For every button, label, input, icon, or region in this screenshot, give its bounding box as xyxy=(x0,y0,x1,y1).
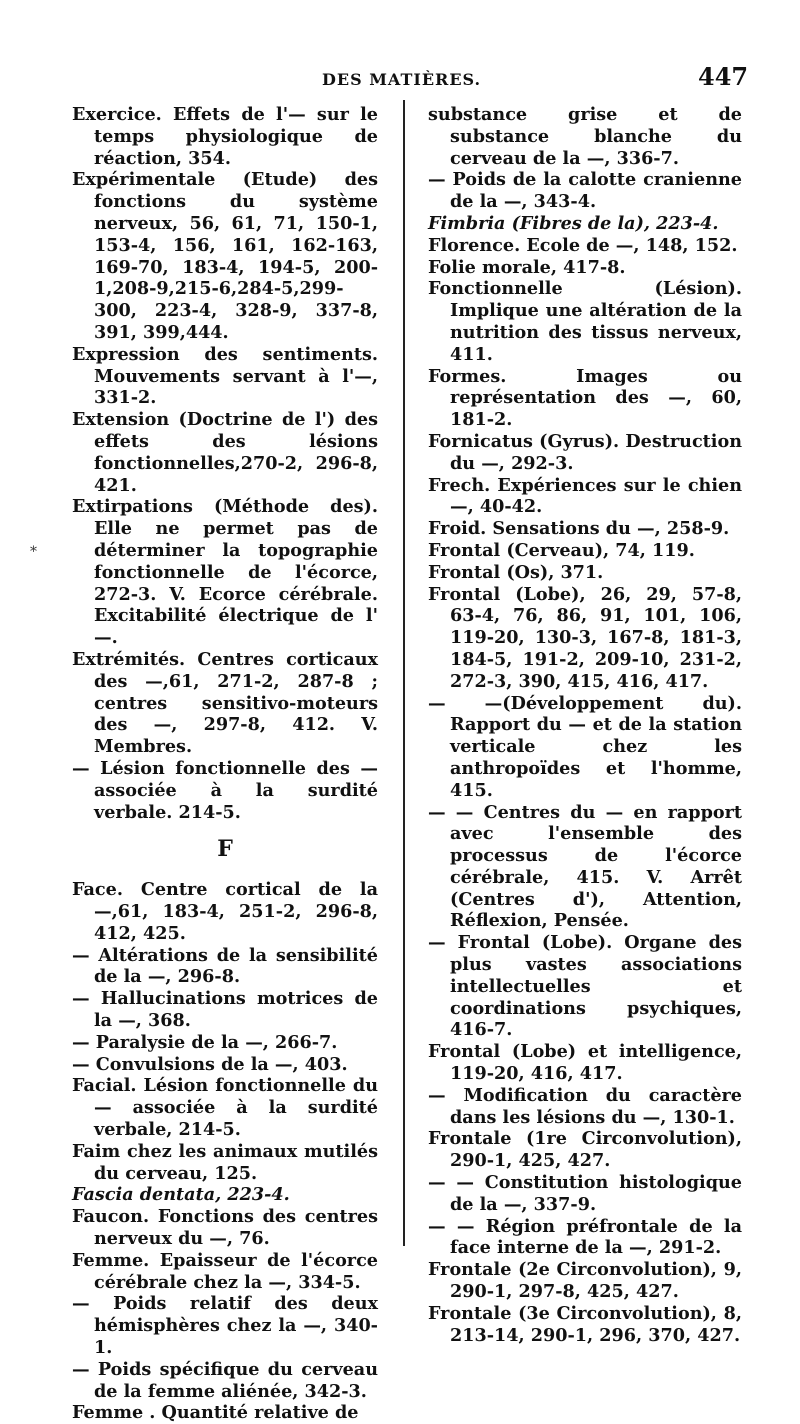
index-entry: Extrémités. Centres corticaux des —,61, 271-2, 287-8 ; centres sensitivo-moteurs des —, 297-8, 412. V. Membres. xyxy=(72,648,378,758)
page-number: 447 xyxy=(698,62,749,91)
index-entry: — Poids relatif des deux hémisphères chez la —, 340-1. xyxy=(72,1293,378,1359)
index-entry: Fonctionnelle (Lésion). Implique une altération de la nutrition des tissus nerveux, 411. xyxy=(428,278,742,365)
index-entry: — — Région préfrontale de la face interne de la —, 291-2. xyxy=(428,1215,742,1259)
italic-term: Fimbria (Fibres de la), 223-4. xyxy=(428,212,719,234)
index-entry: Face. Centre cortical de la —,61, 183-4, 251-2, 296-8, 412, 425. xyxy=(72,879,378,944)
index-entry: Frontale (2e Circonvolution), 9, 290-1, 297-8, 425, 427. xyxy=(428,1259,742,1303)
index-entry: Femme . Quantité relative de xyxy=(72,1402,359,1424)
index-entry: Faucon. Fonctions des centres nerveux du —, 76. xyxy=(72,1206,378,1250)
index-entry: — Convulsions de la —, 403. xyxy=(72,1053,348,1075)
index-entry: — — Constitution histologique de la —, 337-9. xyxy=(428,1172,742,1215)
index-entry: — Frontal (Lobe). Organe des plus vastes associations intellectuelles et coordinations psychiques, 416-7. xyxy=(428,932,742,1041)
index-entry: — Altérations de la sensibilité de la —, 296-8. xyxy=(72,944,378,988)
index-entry: Frontale (3e Circonvolution), 8, 213-14, 290-1, 296, 370, 427. xyxy=(428,1302,742,1346)
index-entry: Frech. Expériences sur le chien —, 40-42. xyxy=(428,474,742,518)
index-entry: — Paralysie de la —, 266-7. xyxy=(72,1031,338,1053)
index-entry: — —(Développement du). Rapport du — et de la station verticale chez les anthropoïdes et l'homme, 415. xyxy=(428,692,742,801)
index-entry: — Poids de la calotte cranienne de la —, 343-4. xyxy=(428,169,742,213)
index-entry-italic xyxy=(72,1184,378,1206)
index-entry: Frontal (Lobe), 26, 29, 57-8, 63-4, 76, 86, 91, 101, 106, 119-20, 130-3, 167-8, 181-3, 184-5, 191-2, 209-10, 231-2, 272-3, 390, 415, 416, 417. xyxy=(428,583,742,692)
index-entry: Frontale (1re Circonvolution), 290-1, 425, 427. xyxy=(428,1128,742,1172)
index-entry: Exercice. Effets de l'— sur le temps physiologique de réaction, 354. xyxy=(72,104,378,169)
index-entry-italic xyxy=(428,213,742,235)
index-entry: Florence. Ecole de —, 148, 152. xyxy=(428,234,738,256)
index-entry: Froid. Sensations du —, 258-9. xyxy=(428,518,730,540)
index-entry: Formes. Images ou représentation des —, 60, 181-2. xyxy=(428,365,742,431)
index-entry: — Poids spécifique du cerveau de la femme aliénée, 342-3. xyxy=(72,1358,378,1402)
index-entry: Expérimentale (Etude) des fonctions du système nerveux, 56, 61, 71, 150-1, 153-4, 156, 161, 162-163, 169-70, 183-4, 194-5, 200-1,208-9,215-6,284-5,299-300, 223-4, 328-9, 337-8, 391, 399,444. xyxy=(72,169,378,343)
index-entry: Folie morale, 417-8. xyxy=(428,256,626,278)
index-entry: — Lésion fonctionnelle des — associée à la surdité verbale. 214-5. xyxy=(72,757,378,823)
column-divider xyxy=(403,100,405,1246)
index-entry: Expression des sentiments. Mouvements servant à l'—, 331-2. xyxy=(72,343,378,409)
running-title: DES MATIÈRES. xyxy=(322,70,482,89)
index-entry: — Modification du caractère dans les lésions du —, 130-1. xyxy=(428,1084,742,1128)
italic-term: Fascia dentata, 223-4. xyxy=(72,1184,290,1206)
index-entry: Frontal (Lobe) et intelligence, 119-20, 416, 417. xyxy=(428,1041,742,1085)
index-entry: Extension (Doctrine de l') des effets des lésions fonctionnelles,270-2, 296-8, 421. xyxy=(72,409,378,496)
index-entry: Extirpations (Méthode des). Elle ne permet pas de déterminer la topographie fonctionnelle de l'écorce, 272-3. V. Ecorce cérébrale. Excitabilité électrique de l' —. xyxy=(72,496,378,649)
left-column xyxy=(72,104,378,1424)
index-entry: — — Centres du — en rapport avec l'ensemble des processus de l'écorce cérébrale, 415. V. Arrêt (Centres d'), Attention, Réflexion, Pensée. xyxy=(428,801,742,932)
index-entry: Frontal (Cerveau), 74, 119. xyxy=(428,539,695,561)
index-entry: — Hallucinations motrices de la —, 368. xyxy=(72,988,378,1032)
index-entry: Femme. Epaisseur de l'écorce cérébrale chez la —, 334-5. xyxy=(72,1249,378,1293)
index-entry: Faim chez les animaux mutilés du cerveau, 125. xyxy=(72,1140,378,1184)
index-entry: substance grise et de substance blanche du cerveau de la —, 336-7. xyxy=(428,104,742,169)
right-column xyxy=(428,104,742,1346)
section-letter-heading: F xyxy=(217,836,233,863)
margin-mark: * xyxy=(30,544,37,560)
page-header xyxy=(0,62,800,96)
index-entry: Frontal (Os), 371. xyxy=(428,561,604,583)
index-entry: Facial. Lésion fonctionnelle du— associée à la surdité verbale, 214-5. xyxy=(72,1075,378,1141)
index-entry: Fornicatus (Gyrus). Destruction du —, 292-3. xyxy=(428,430,742,474)
